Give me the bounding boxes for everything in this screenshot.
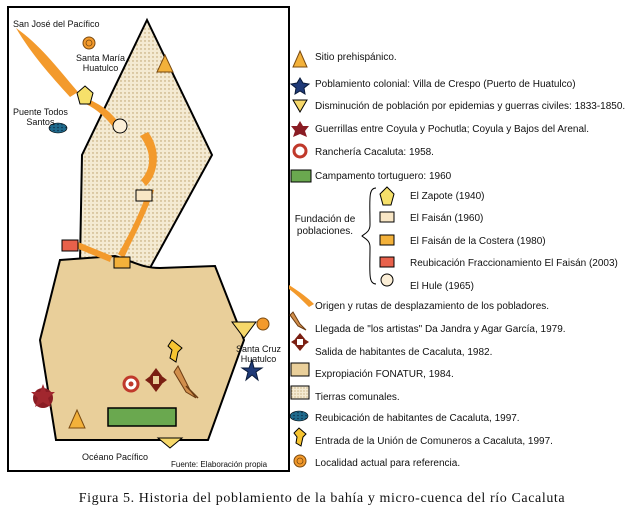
legend-text: El Faisán (1960) [410, 213, 484, 224]
legend-item [289, 50, 641, 68]
legend-item [289, 77, 641, 95]
legend-text: Origen y rutas de desplazamiento de los pobladores. [315, 301, 550, 312]
reubicacion-faisan-marker [62, 240, 78, 251]
fundacion-brace [362, 188, 376, 284]
legend-text: El Hule (1965) [410, 281, 474, 292]
legend-text: Reubicación Fraccionamiento El Faisán (2003) [410, 258, 618, 269]
label-san-jose: San José del Pacífico [13, 19, 100, 29]
legend-text: Sitio prehispánico. [315, 52, 397, 63]
foundation-item [378, 279, 640, 297]
legend-item [289, 411, 641, 429]
legend-item [289, 345, 641, 363]
label-oceano-pacifico: Océano Pacífico [82, 452, 149, 462]
legend-text: Localidad actual para referencia. [315, 458, 461, 469]
legend-item [289, 122, 641, 140]
label-santa-cruz: Santa Cruz Huatulco [236, 344, 282, 364]
legend-item [289, 299, 641, 317]
label-puente-todos-santos: Puente Todos Santos [13, 107, 68, 127]
legend-text: Tierras comunales. [315, 392, 400, 403]
legend-item [289, 99, 641, 117]
legend-text: Entrada de la Unión de Comuneros a Cacaluta, 1997. [315, 436, 553, 447]
fundacion-label: Fundación de poblaciones. [294, 214, 356, 237]
foundation-item [378, 189, 640, 207]
foundation-item [378, 234, 640, 252]
legend-text: El Faisán de la Costera (1980) [410, 236, 546, 247]
legend-text: Reubicación de habitantes de Cacaluta, 1997. [315, 413, 520, 424]
legend-text: Salida de habitantes de Cacaluta, 1982. [315, 347, 493, 358]
foundation-item [378, 211, 640, 229]
legend-item [289, 367, 641, 385]
legend-text: Expropiación FONATUR, 1984. [315, 369, 454, 380]
coast-decline-marker [158, 438, 182, 448]
legend-text: Disminución de población por epidemias y guerras civiles: 1833-1850. [315, 101, 626, 112]
figure-caption: Figura 5. Historia del poblamiento de la bahía y micro-cuenca del río Cacaluta [78, 491, 566, 506]
legend-text: Llegada de "los artistas" Da Jandra y Agar García, 1979. [315, 324, 566, 335]
legend-item [289, 390, 641, 408]
turtle-camp-marker [108, 408, 176, 426]
migration-route-arrow [16, 28, 78, 97]
label-fuente: Fuente: Elaboración propia [171, 460, 268, 469]
label-santa-maria: Santa María Huatulco [76, 53, 126, 73]
legend-item [289, 169, 641, 187]
legend-item [289, 434, 641, 452]
santa-cruz-locality [257, 318, 269, 330]
el-zapote-marker [77, 86, 93, 104]
legend-item [289, 322, 641, 340]
legend-text: Ranchería Cacaluta: 1958. [315, 147, 434, 158]
legend-text: Poblamiento colonial: Villa de Crespo (Puerto de Huatulco) [315, 79, 576, 90]
legend-text: Guerrillas entre Coyula y Pochutla; Coyula y Bajos del Arenal. [315, 124, 590, 135]
foundation-item [378, 256, 640, 274]
el-hule-marker [113, 119, 127, 133]
legend-text: Campamento tortuguero: 1960 [315, 171, 452, 182]
legend-item [289, 145, 641, 163]
el-faisan-marker [136, 190, 152, 201]
legend-text: El Zapote (1940) [410, 191, 485, 202]
legend-item [289, 456, 641, 474]
faisan-costera-marker [114, 257, 130, 268]
santa-maria-locality [83, 37, 95, 49]
